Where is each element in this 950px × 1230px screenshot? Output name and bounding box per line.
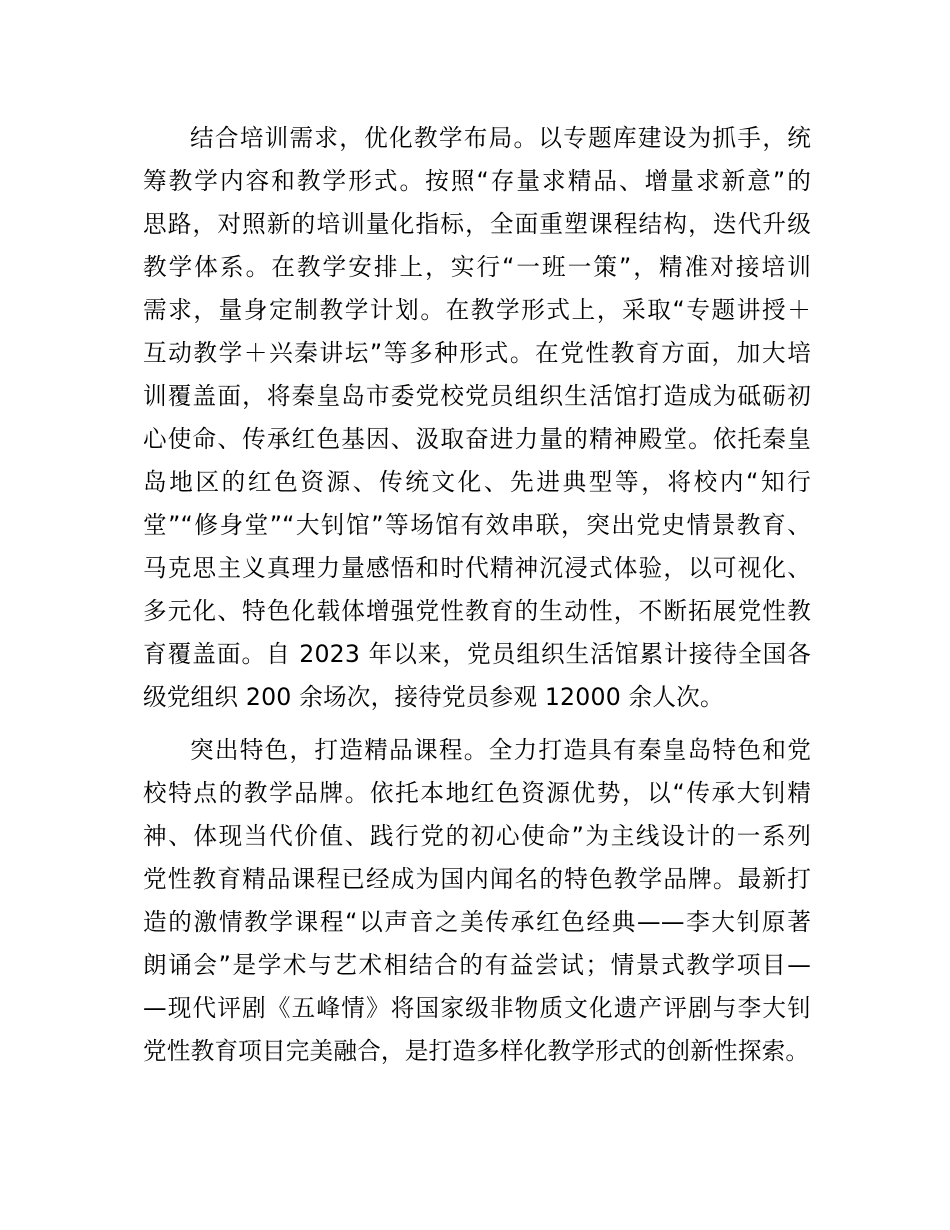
text-line: 造的激情教学课程“以声音之美传承红色经典——李大钊原著 (143, 908, 811, 936)
text-line: 神、体现当代价值、践行党的初心使命”为主线设计的一系列 (143, 822, 811, 850)
text-line: 需求，量身定制教学计划。在教学形式上，采取“专题讲授＋ (143, 296, 811, 324)
text-line: 心使命、传承红色基因、汲取奋进力量的精神殿堂。依托秦皇 (143, 425, 811, 453)
text-line: 校特点的教学品牌。依托本地红色资源优势，以“传承大钊精 (143, 779, 811, 807)
text-line: 岛地区的红色资源、传统文化、先进典型等，将校内“知行 (143, 468, 811, 496)
text-line: 教学体系。在教学安排上，实行“一班一策”，精准对接培训 (143, 253, 811, 281)
document-page (143, 117, 811, 1073)
text-line: 党性教育项目完美融合，是打造多样化教学形式的创新性探索。 (143, 1037, 810, 1065)
text-line: 训覆盖面，将秦皇岛市委党校党员组织生活馆打造成为砥砺初 (143, 382, 811, 410)
text-line: 筹教学内容和教学形式。按照“存量求精品、增量求新意”的 (143, 167, 811, 195)
text-line: 思路，对照新的培训量化指标，全面重塑课程结构，迭代升级 (143, 210, 811, 238)
text-line: 育覆盖面。自 2023 年以来，党员组织生活馆累计接待全国各 (143, 640, 811, 668)
text-line: 互动教学＋兴秦讲坛”等多种形式。在党性教育方面，加大培 (143, 339, 811, 367)
text-line: 马克思主义真理力量感悟和时代精神沉浸式体验，以可视化、 (143, 554, 811, 582)
text-line: 结合培训需求，优化教学布局。以专题库建设为抓手，统 (190, 124, 811, 152)
paragraph-teaching-layout (143, 117, 811, 719)
text-line: —现代评剧《五峰情》将国家级非物质文化遗产评剧与李大钊 (143, 994, 811, 1022)
text-line: 朗诵会”是学术与艺术相结合的有益尝试；情景式教学项目— (143, 951, 811, 979)
text-line: 突出特色，打造精品课程。全力打造具有秦皇岛特色和党 (190, 736, 811, 764)
text-line: 多元化、特色化载体增强党性教育的生动性，不断拓展党性教 (143, 597, 811, 625)
text-line: 级党组织 200 余场次，接待党员参观 12000 余人次。 (143, 683, 724, 711)
text-line: 党性教育精品课程已经成为国内闻名的特色教学品牌。最新打 (143, 865, 811, 893)
text-line: 堂”“修身堂”“大钊馆”等场馆有效串联，突出党史情景教育、 (143, 511, 811, 539)
paragraph-featured-courses (143, 729, 811, 1073)
